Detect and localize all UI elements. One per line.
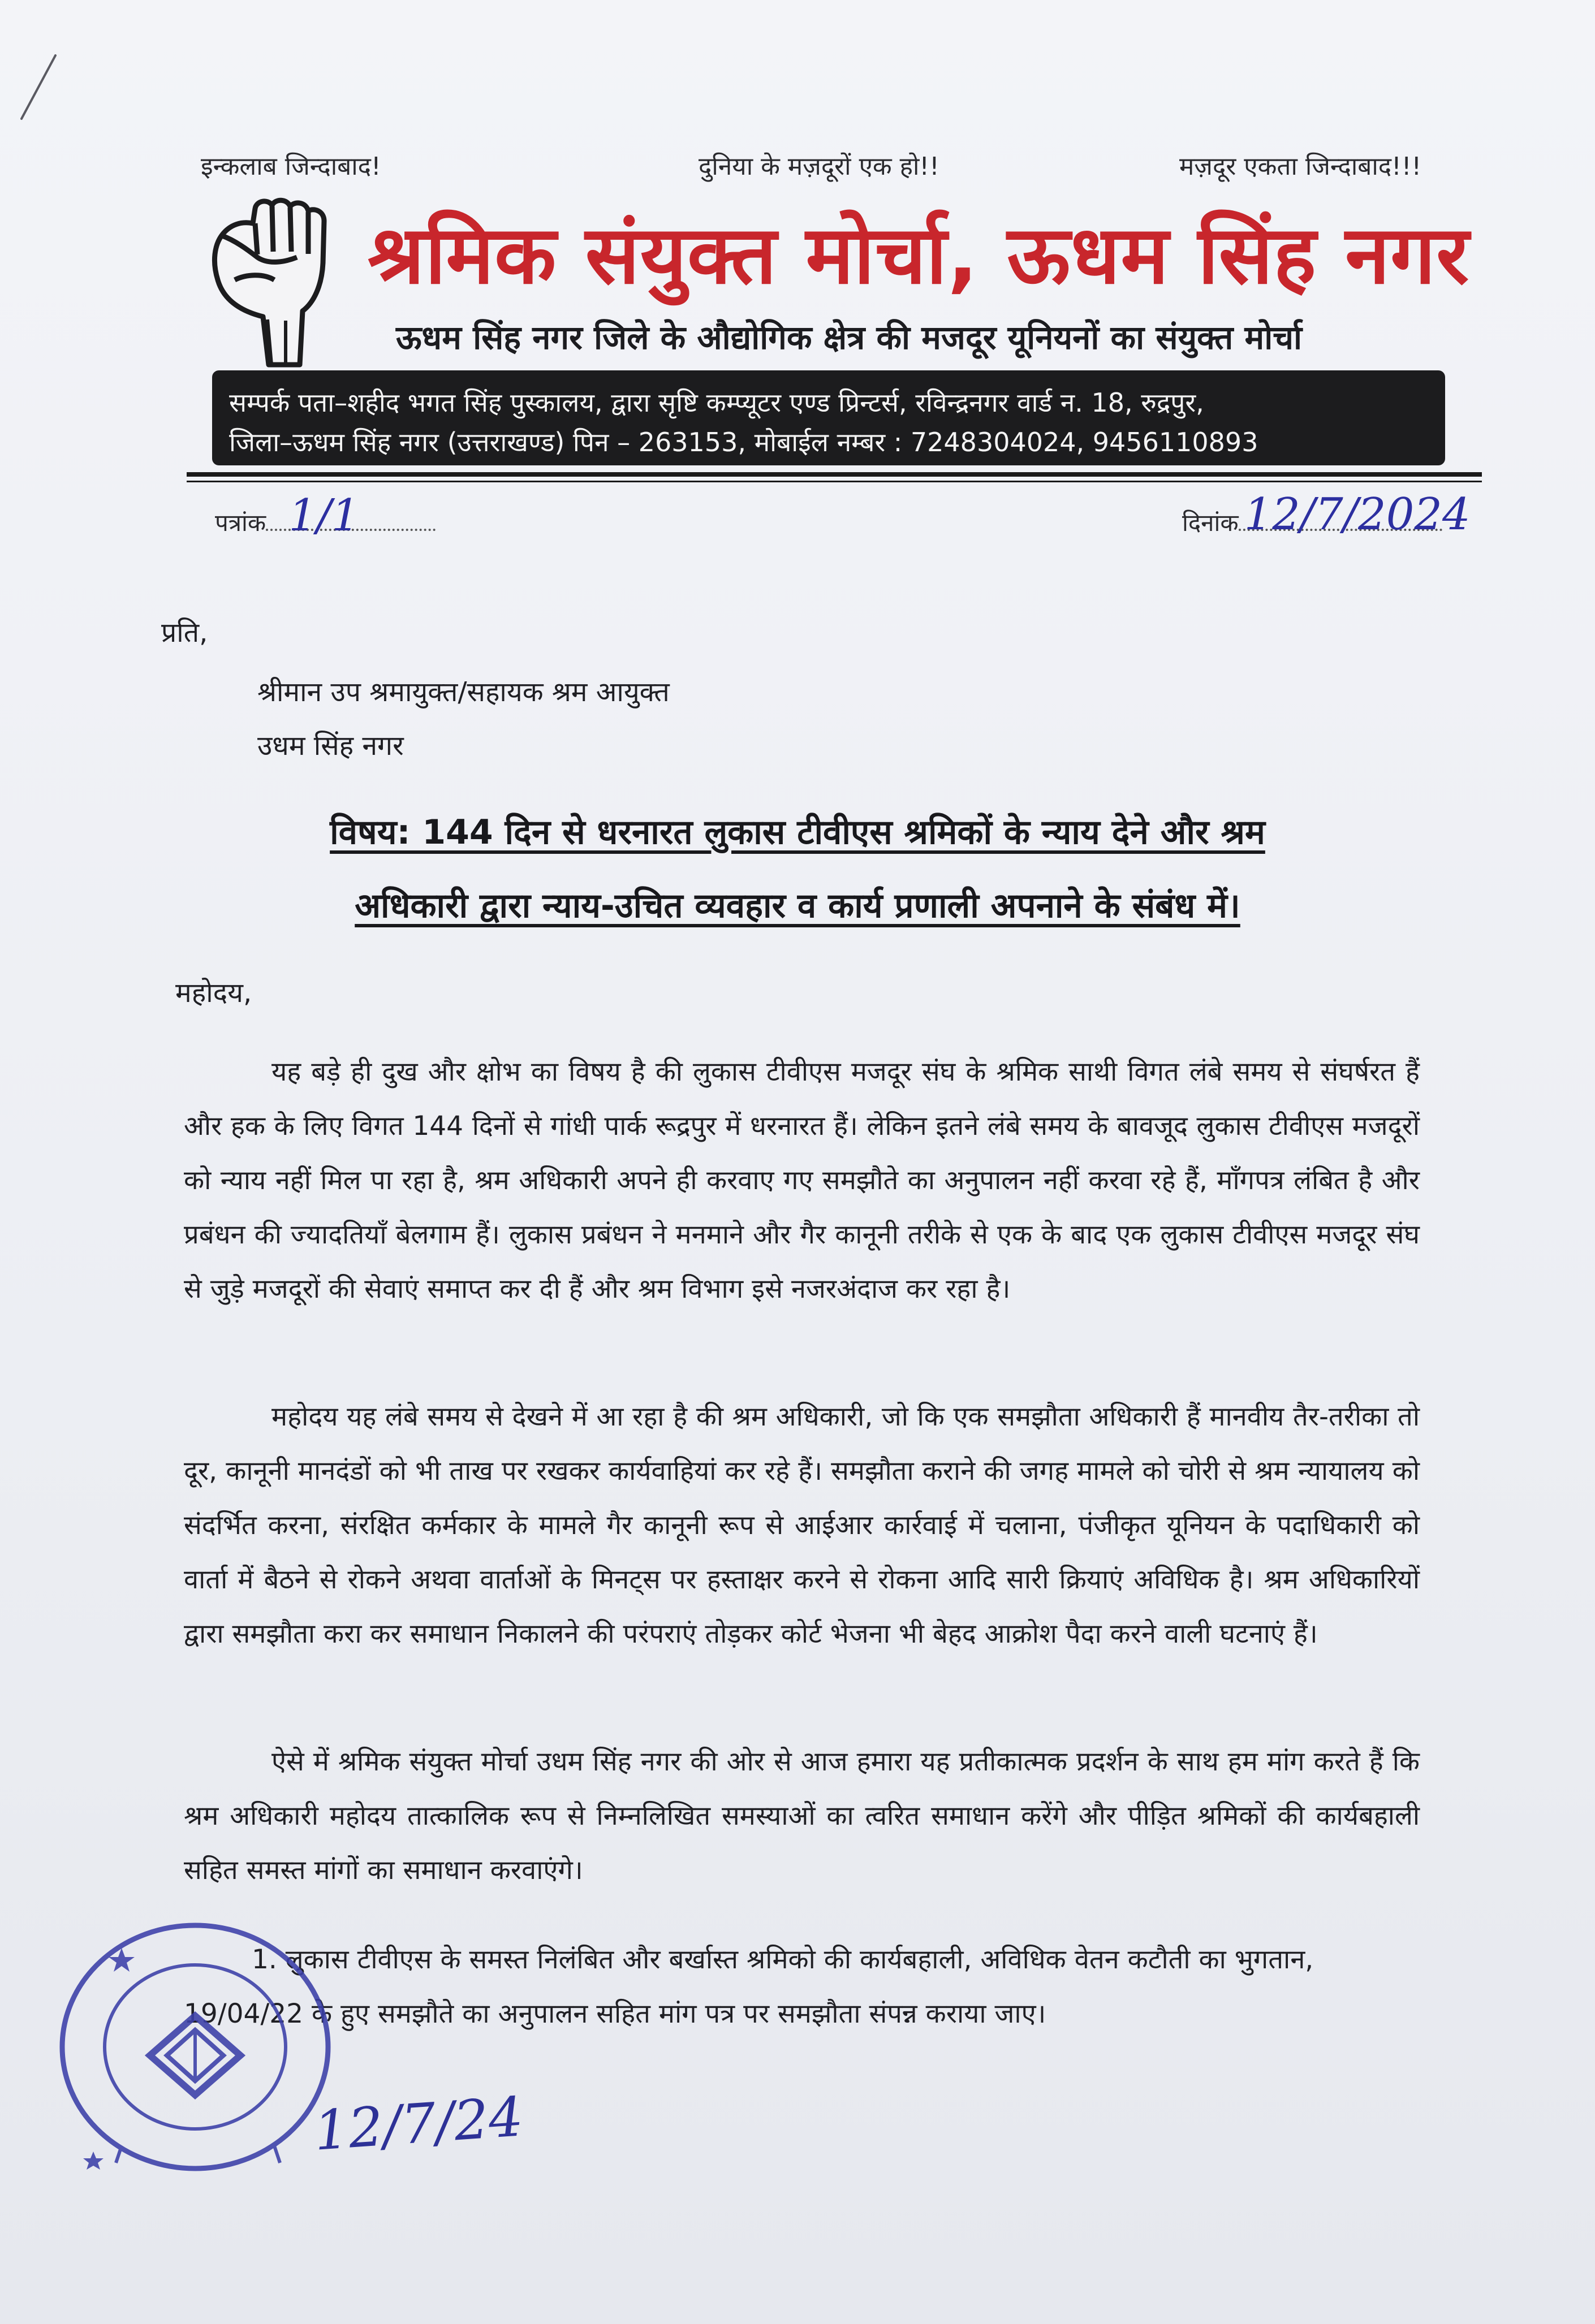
reference-value: 1/1 bbox=[288, 490, 360, 541]
raised-fist-icon bbox=[201, 195, 337, 370]
salutation: महोदय, bbox=[175, 977, 252, 1009]
paragraph-2 bbox=[184, 1390, 1420, 1661]
stamp-handwritten-date: 12/7/24 bbox=[312, 2085, 525, 2163]
organization-name: श्रमिक संयुक्त मोर्चा, ऊधम सिंह नगर bbox=[368, 209, 1470, 302]
paragraph-1-text: यह बड़े ही दुख और क्षोभ का विषय है की लुकास टीवीएस मजदूर संघ के श्रमिक साथी विगत लंबे समय से संघर्षरत हैं और हक के लिए विगत 144 दिनों से गांधी पार्क रूद्रपुर में धरनारत हैं। लेकिन इतने लंबे समय के बावजूद लुकास टीवीएस मजदूरों को न्याय नहीं मिल पा रहा है, श्रम अधिकारी अपने ही करवाए गए समझौते का अनुपालन नहीं करवा रहे हैं, माँगपत्र लंबित है और प्रबंधन की ज्यादतियाँ बेलगाम हैं। लुकास प्रबंधन ने मनमाने और गैर कानूनी तरीके से एक के बाद एक लुकास टीवीएस मजदूर संघ से जुड़े मजदूरों की सेवाएं समाप्त कर दी हैं और श्रम विभाग इसे नजरअंदाज कर रहा है। bbox=[184, 1056, 1420, 1304]
paragraph-2-text: महोदय यह लंबे समय से देखने में आ रहा है की श्रम अधिकारी, जो कि एक समझौता अधिकारी हैं मानवीय तैर-तरीका तो दूर, कानूनी मानदंडों को भी ताख पर रखकर कार्यवाहियां कर रहे हैं। समझौता कराने की जगह मामले को चोरी से श्रम न्यायालय को संदर्भित करना, संरक्षित कर्मकार के मामले गैर कानूनी रूप से आईआर कार्रवाई में चलाना, पंजीकृत यूनियन के पदाधिकारी को वार्ता में बैठने से रोकने अथवा वार्ताओं के मिनट्स पर हस्ताक्षर करने से रोकना आदि सारी क्रियाएं अविधिक है। श्रम अधिकारियों द्वारा समझौता करा कर समाधान निकालने की परंपराएं तोड़कर कोर्ट भेजना भी बेहद आक्रोश पैदा करने वाली घटनाएं हैं। bbox=[184, 1401, 1420, 1649]
pen-stroke-mark bbox=[16, 51, 61, 124]
contact-line-2: जिला–ऊधम सिंह नगर (उत्तराखण्ड) पिन – 263153, मोबाईल नम्बर : 7248304024, 9456110893 bbox=[229, 427, 1258, 457]
slogan-right: मज़दूर एकता जिन्दाबाद!!! bbox=[1179, 152, 1422, 181]
paragraph-3 bbox=[184, 1735, 1420, 1898]
reference-label: पत्रांक bbox=[215, 509, 266, 537]
official-seal-stamp bbox=[54, 1914, 348, 2180]
slogan-center: दुनिया के मज़दूरों एक हो!! bbox=[699, 152, 939, 181]
contact-address-box bbox=[212, 370, 1445, 465]
header-rule-thin bbox=[187, 481, 1482, 482]
contact-line-1: सम्पर्क पता–शहीद भगत सिंह पुस्कालय, द्वारा सृष्टि कम्प्यूटर एण्ड प्रिन्टर्स, रविन्द्रनगर वार्ड न. 18, रुद्रपुर, bbox=[229, 387, 1204, 418]
organization-tagline: ऊधम सिंह नगर जिले के औद्योगिक क्षेत्र की मजदूर यूनियनों का संयुक्त मोर्चा bbox=[396, 318, 1303, 357]
demand-item-1: 1. लुकास टीवीएस के समस्त निलंबित और बर्खास्त श्रमिको की कार्यबहाली, अविधिक वेतन कटौती का भुगतान, 19/04/22 के हुए समझौते का अनुपालन सहित मांग पत्र पर समझौता संपन्न कराया जाए। bbox=[184, 1944, 1314, 2029]
recipient-title: श्रीमान उप श्रमायुक्त/सहायक श्रम आयुक्त bbox=[257, 676, 670, 708]
recipient-place: उधम सिंह नगर bbox=[257, 730, 404, 762]
paragraph-3-text: ऐसे में श्रमिक संयुक्त मोर्चा उधम सिंह नगर की ओर से आज हमारा यह प्रतीकात्मक प्रदर्शन के साथ हम मांग करते हैं कि श्रम अधिकारी महोदय तात्कालिक रूप से निम्नलिखित समस्याओं का त्वरित समाधान करेंगे और पीड़ित श्रमिकों की कार्यबहाली सहित समस्त मांगों का समाधान करवाएंगे। bbox=[184, 1746, 1420, 1886]
recipient-prefix: प्रति, bbox=[161, 617, 208, 649]
date-value: 12/7/2024 bbox=[1244, 489, 1471, 540]
subject-line-1: विषय: 144 दिन से धरनारत लुकास टीवीएस श्रमिकों के न्याय देने और श्रम bbox=[330, 813, 1265, 852]
letter-date bbox=[1182, 489, 1471, 540]
header-rule bbox=[187, 472, 1482, 477]
slogan-left: इन्कलाब जिन्दाबाद! bbox=[201, 152, 381, 181]
paragraph-1 bbox=[184, 1045, 1420, 1316]
subject-line-2: अधिकारी द्वारा न्याय-उचित व्यवहार व कार्य प्रणाली अपनाने के संबंध में। bbox=[355, 886, 1240, 926]
reference-number bbox=[215, 490, 436, 541]
date-label: दिनांक bbox=[1182, 509, 1239, 537]
